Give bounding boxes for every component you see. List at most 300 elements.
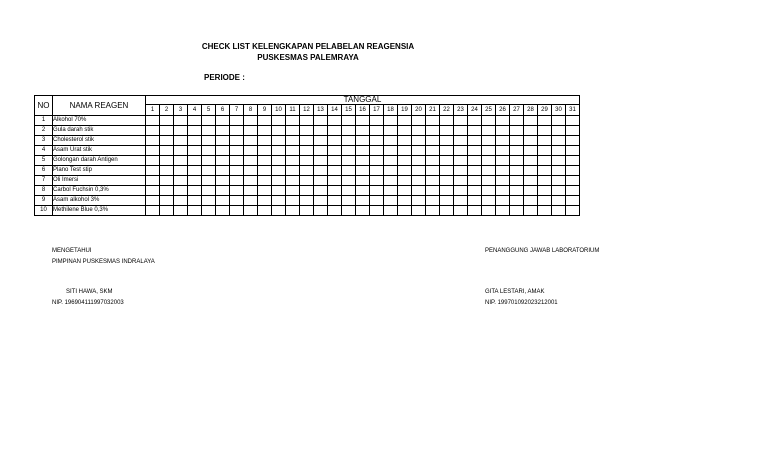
check-cell[interactable] [146, 136, 160, 146]
check-cell[interactable] [328, 126, 342, 136]
check-cell[interactable] [160, 126, 174, 136]
check-cell[interactable] [426, 206, 440, 216]
check-cell[interactable] [244, 176, 258, 186]
check-cell[interactable] [328, 116, 342, 126]
check-cell[interactable] [230, 156, 244, 166]
check-cell[interactable] [174, 206, 188, 216]
check-cell[interactable] [412, 136, 426, 146]
check-cell[interactable] [454, 136, 468, 146]
check-cell[interactable] [412, 126, 426, 136]
check-cell[interactable] [468, 206, 482, 216]
check-cell[interactable] [174, 146, 188, 156]
check-cell[interactable] [272, 176, 286, 186]
check-cell[interactable] [272, 146, 286, 156]
check-cell[interactable] [468, 126, 482, 136]
check-cell[interactable] [384, 126, 398, 136]
check-cell[interactable] [328, 196, 342, 206]
check-cell[interactable] [146, 126, 160, 136]
check-cell[interactable] [300, 146, 314, 156]
check-cell[interactable] [216, 136, 230, 146]
check-cell[interactable] [398, 196, 412, 206]
check-cell[interactable] [566, 166, 580, 176]
check-cell[interactable] [398, 166, 412, 176]
check-cell[interactable] [342, 116, 356, 126]
check-cell[interactable] [174, 166, 188, 176]
check-cell[interactable] [454, 186, 468, 196]
check-cell[interactable] [370, 196, 384, 206]
check-cell[interactable] [412, 166, 426, 176]
check-cell[interactable] [510, 156, 524, 166]
check-cell[interactable] [538, 156, 552, 166]
check-cell[interactable] [258, 166, 272, 176]
check-cell[interactable] [202, 166, 216, 176]
check-cell[interactable] [342, 126, 356, 136]
check-cell[interactable] [496, 176, 510, 186]
check-cell[interactable] [356, 206, 370, 216]
check-cell[interactable] [510, 126, 524, 136]
check-cell[interactable] [370, 176, 384, 186]
check-cell[interactable] [538, 126, 552, 136]
check-cell[interactable] [398, 126, 412, 136]
check-cell[interactable] [146, 196, 160, 206]
check-cell[interactable] [174, 116, 188, 126]
check-cell[interactable] [188, 156, 202, 166]
check-cell[interactable] [384, 136, 398, 146]
check-cell[interactable] [174, 126, 188, 136]
check-cell[interactable] [328, 176, 342, 186]
check-cell[interactable] [314, 146, 328, 156]
check-cell[interactable] [230, 186, 244, 196]
check-cell[interactable] [244, 136, 258, 146]
check-cell[interactable] [566, 196, 580, 206]
check-cell[interactable] [188, 136, 202, 146]
check-cell[interactable] [524, 146, 538, 156]
check-cell[interactable] [566, 186, 580, 196]
check-cell[interactable] [258, 136, 272, 146]
check-cell[interactable] [146, 156, 160, 166]
check-cell[interactable] [160, 196, 174, 206]
check-cell[interactable] [272, 116, 286, 126]
check-cell[interactable] [160, 156, 174, 166]
check-cell[interactable] [258, 126, 272, 136]
check-cell[interactable] [160, 146, 174, 156]
check-cell[interactable] [454, 116, 468, 126]
check-cell[interactable] [230, 166, 244, 176]
check-cell[interactable] [524, 206, 538, 216]
check-cell[interactable] [244, 116, 258, 126]
check-cell[interactable] [538, 166, 552, 176]
check-cell[interactable] [230, 126, 244, 136]
check-cell[interactable] [538, 186, 552, 196]
check-cell[interactable] [482, 116, 496, 126]
check-cell[interactable] [370, 146, 384, 156]
check-cell[interactable] [538, 136, 552, 146]
check-cell[interactable] [384, 166, 398, 176]
check-cell[interactable] [356, 186, 370, 196]
check-cell[interactable] [426, 116, 440, 126]
check-cell[interactable] [496, 156, 510, 166]
check-cell[interactable] [454, 126, 468, 136]
check-cell[interactable] [244, 196, 258, 206]
check-cell[interactable] [412, 156, 426, 166]
check-cell[interactable] [272, 136, 286, 146]
check-cell[interactable] [258, 196, 272, 206]
check-cell[interactable] [496, 206, 510, 216]
check-cell[interactable] [356, 196, 370, 206]
check-cell[interactable] [482, 206, 496, 216]
check-cell[interactable] [314, 176, 328, 186]
check-cell[interactable] [524, 176, 538, 186]
check-cell[interactable] [300, 166, 314, 176]
check-cell[interactable] [384, 176, 398, 186]
check-cell[interactable] [202, 206, 216, 216]
check-cell[interactable] [244, 206, 258, 216]
check-cell[interactable] [244, 186, 258, 196]
check-cell[interactable] [566, 116, 580, 126]
check-cell[interactable] [496, 186, 510, 196]
check-cell[interactable] [468, 176, 482, 186]
check-cell[interactable] [496, 126, 510, 136]
check-cell[interactable] [258, 176, 272, 186]
check-cell[interactable] [272, 186, 286, 196]
check-cell[interactable] [496, 116, 510, 126]
check-cell[interactable] [328, 186, 342, 196]
check-cell[interactable] [328, 136, 342, 146]
check-cell[interactable] [258, 156, 272, 166]
check-cell[interactable] [454, 176, 468, 186]
check-cell[interactable] [538, 116, 552, 126]
check-cell[interactable] [524, 126, 538, 136]
check-cell[interactable] [342, 196, 356, 206]
check-cell[interactable] [524, 186, 538, 196]
check-cell[interactable] [342, 136, 356, 146]
check-cell[interactable] [440, 166, 454, 176]
check-cell[interactable] [552, 186, 566, 196]
check-cell[interactable] [356, 126, 370, 136]
check-cell[interactable] [482, 146, 496, 156]
check-cell[interactable] [174, 176, 188, 186]
check-cell[interactable] [356, 136, 370, 146]
check-cell[interactable] [314, 126, 328, 136]
check-cell[interactable] [538, 146, 552, 156]
check-cell[interactable] [244, 146, 258, 156]
check-cell[interactable] [356, 116, 370, 126]
check-cell[interactable] [174, 156, 188, 166]
check-cell[interactable] [384, 196, 398, 206]
check-cell[interactable] [370, 136, 384, 146]
check-cell[interactable] [258, 146, 272, 156]
check-cell[interactable] [300, 156, 314, 166]
check-cell[interactable] [216, 186, 230, 196]
check-cell[interactable] [440, 126, 454, 136]
check-cell[interactable] [286, 166, 300, 176]
check-cell[interactable] [426, 166, 440, 176]
check-cell[interactable] [426, 136, 440, 146]
check-cell[interactable] [496, 196, 510, 206]
check-cell[interactable] [342, 176, 356, 186]
check-cell[interactable] [524, 136, 538, 146]
check-cell[interactable] [412, 176, 426, 186]
check-cell[interactable] [300, 126, 314, 136]
check-cell[interactable] [230, 206, 244, 216]
check-cell[interactable] [482, 136, 496, 146]
check-cell[interactable] [202, 186, 216, 196]
check-cell[interactable] [202, 176, 216, 186]
check-cell[interactable] [510, 196, 524, 206]
check-cell[interactable] [482, 186, 496, 196]
check-cell[interactable] [468, 166, 482, 176]
check-cell[interactable] [314, 156, 328, 166]
check-cell[interactable] [300, 186, 314, 196]
check-cell[interactable] [370, 166, 384, 176]
check-cell[interactable] [524, 196, 538, 206]
check-cell[interactable] [538, 196, 552, 206]
check-cell[interactable] [510, 136, 524, 146]
check-cell[interactable] [146, 166, 160, 176]
check-cell[interactable] [510, 166, 524, 176]
check-cell[interactable] [286, 186, 300, 196]
check-cell[interactable] [454, 146, 468, 156]
check-cell[interactable] [314, 206, 328, 216]
check-cell[interactable] [160, 186, 174, 196]
check-cell[interactable] [398, 186, 412, 196]
check-cell[interactable] [370, 156, 384, 166]
check-cell[interactable] [300, 136, 314, 146]
check-cell[interactable] [146, 186, 160, 196]
check-cell[interactable] [160, 116, 174, 126]
check-cell[interactable] [314, 196, 328, 206]
check-cell[interactable] [188, 186, 202, 196]
check-cell[interactable] [188, 146, 202, 156]
check-cell[interactable] [342, 206, 356, 216]
check-cell[interactable] [538, 206, 552, 216]
check-cell[interactable] [188, 176, 202, 186]
check-cell[interactable] [314, 116, 328, 126]
check-cell[interactable] [426, 196, 440, 206]
check-cell[interactable] [468, 196, 482, 206]
check-cell[interactable] [426, 186, 440, 196]
check-cell[interactable] [552, 126, 566, 136]
check-cell[interactable] [286, 196, 300, 206]
check-cell[interactable] [356, 146, 370, 156]
check-cell[interactable] [384, 116, 398, 126]
check-cell[interactable] [286, 136, 300, 146]
check-cell[interactable] [440, 176, 454, 186]
check-cell[interactable] [356, 176, 370, 186]
check-cell[interactable] [370, 126, 384, 136]
check-cell[interactable] [496, 136, 510, 146]
check-cell[interactable] [188, 206, 202, 216]
check-cell[interactable] [468, 146, 482, 156]
check-cell[interactable] [286, 126, 300, 136]
check-cell[interactable] [202, 146, 216, 156]
check-cell[interactable] [342, 166, 356, 176]
check-cell[interactable] [440, 146, 454, 156]
check-cell[interactable] [468, 156, 482, 166]
check-cell[interactable] [160, 176, 174, 186]
check-cell[interactable] [440, 206, 454, 216]
check-cell[interactable] [202, 136, 216, 146]
check-cell[interactable] [496, 166, 510, 176]
check-cell[interactable] [216, 116, 230, 126]
check-cell[interactable] [440, 116, 454, 126]
check-cell[interactable] [398, 136, 412, 146]
check-cell[interactable] [482, 126, 496, 136]
check-cell[interactable] [300, 116, 314, 126]
check-cell[interactable] [384, 186, 398, 196]
check-cell[interactable] [216, 156, 230, 166]
check-cell[interactable] [426, 146, 440, 156]
check-cell[interactable] [230, 136, 244, 146]
check-cell[interactable] [216, 126, 230, 136]
check-cell[interactable] [146, 116, 160, 126]
check-cell[interactable] [440, 186, 454, 196]
check-cell[interactable] [272, 196, 286, 206]
check-cell[interactable] [272, 156, 286, 166]
check-cell[interactable] [412, 196, 426, 206]
check-cell[interactable] [244, 166, 258, 176]
check-cell[interactable] [286, 156, 300, 166]
check-cell[interactable] [286, 206, 300, 216]
check-cell[interactable] [482, 166, 496, 176]
check-cell[interactable] [426, 156, 440, 166]
check-cell[interactable] [398, 176, 412, 186]
check-cell[interactable] [146, 206, 160, 216]
check-cell[interactable] [272, 126, 286, 136]
check-cell[interactable] [356, 166, 370, 176]
check-cell[interactable] [468, 116, 482, 126]
check-cell[interactable] [230, 196, 244, 206]
check-cell[interactable] [286, 146, 300, 156]
check-cell[interactable] [160, 136, 174, 146]
check-cell[interactable] [552, 196, 566, 206]
check-cell[interactable] [342, 146, 356, 156]
check-cell[interactable] [272, 166, 286, 176]
check-cell[interactable] [510, 176, 524, 186]
check-cell[interactable] [552, 206, 566, 216]
check-cell[interactable] [328, 146, 342, 156]
check-cell[interactable] [188, 116, 202, 126]
check-cell[interactable] [468, 136, 482, 146]
check-cell[interactable] [412, 146, 426, 156]
check-cell[interactable] [160, 206, 174, 216]
check-cell[interactable] [468, 186, 482, 196]
check-cell[interactable] [412, 116, 426, 126]
check-cell[interactable] [216, 166, 230, 176]
check-cell[interactable] [328, 156, 342, 166]
check-cell[interactable] [300, 206, 314, 216]
check-cell[interactable] [440, 196, 454, 206]
check-cell[interactable] [412, 186, 426, 196]
check-cell[interactable] [566, 146, 580, 156]
check-cell[interactable] [482, 176, 496, 186]
check-cell[interactable] [552, 166, 566, 176]
check-cell[interactable] [552, 116, 566, 126]
check-cell[interactable] [258, 206, 272, 216]
check-cell[interactable] [258, 116, 272, 126]
check-cell[interactable] [146, 176, 160, 186]
check-cell[interactable] [384, 156, 398, 166]
check-cell[interactable] [328, 206, 342, 216]
check-cell[interactable] [552, 146, 566, 156]
check-cell[interactable] [356, 156, 370, 166]
check-cell[interactable] [524, 156, 538, 166]
check-cell[interactable] [258, 186, 272, 196]
check-cell[interactable] [244, 156, 258, 166]
check-cell[interactable] [510, 186, 524, 196]
check-cell[interactable] [524, 116, 538, 126]
check-cell[interactable] [370, 206, 384, 216]
check-cell[interactable] [496, 146, 510, 156]
check-cell[interactable] [314, 166, 328, 176]
check-cell[interactable] [328, 166, 342, 176]
check-cell[interactable] [482, 196, 496, 206]
check-cell[interactable] [538, 176, 552, 186]
check-cell[interactable] [216, 176, 230, 186]
check-cell[interactable] [188, 126, 202, 136]
check-cell[interactable] [160, 166, 174, 176]
check-cell[interactable] [370, 186, 384, 196]
check-cell[interactable] [398, 146, 412, 156]
check-cell[interactable] [566, 176, 580, 186]
check-cell[interactable] [202, 196, 216, 206]
check-cell[interactable] [454, 196, 468, 206]
check-cell[interactable] [174, 186, 188, 196]
check-cell[interactable] [230, 116, 244, 126]
check-cell[interactable] [426, 126, 440, 136]
check-cell[interactable] [566, 206, 580, 216]
check-cell[interactable] [174, 196, 188, 206]
check-cell[interactable] [314, 186, 328, 196]
check-cell[interactable] [510, 116, 524, 126]
check-cell[interactable] [286, 176, 300, 186]
check-cell[interactable] [202, 126, 216, 136]
check-cell[interactable] [370, 116, 384, 126]
check-cell[interactable] [216, 146, 230, 156]
check-cell[interactable] [454, 156, 468, 166]
check-cell[interactable] [552, 156, 566, 166]
check-cell[interactable] [398, 156, 412, 166]
check-cell[interactable] [342, 156, 356, 166]
check-cell[interactable] [552, 136, 566, 146]
check-cell[interactable] [440, 136, 454, 146]
check-cell[interactable] [314, 136, 328, 146]
check-cell[interactable] [412, 206, 426, 216]
check-cell[interactable] [524, 166, 538, 176]
check-cell[interactable] [566, 156, 580, 166]
check-cell[interactable] [216, 206, 230, 216]
check-cell[interactable] [230, 176, 244, 186]
check-cell[interactable] [384, 146, 398, 156]
check-cell[interactable] [230, 146, 244, 156]
check-cell[interactable] [454, 206, 468, 216]
check-cell[interactable] [342, 186, 356, 196]
check-cell[interactable] [272, 206, 286, 216]
check-cell[interactable] [244, 126, 258, 136]
check-cell[interactable] [300, 176, 314, 186]
check-cell[interactable] [510, 146, 524, 156]
check-cell[interactable] [566, 126, 580, 136]
check-cell[interactable] [384, 206, 398, 216]
check-cell[interactable] [440, 156, 454, 166]
check-cell[interactable] [566, 136, 580, 146]
check-cell[interactable] [188, 196, 202, 206]
check-cell[interactable] [146, 146, 160, 156]
check-cell[interactable] [174, 136, 188, 146]
check-cell[interactable] [510, 206, 524, 216]
check-cell[interactable] [398, 206, 412, 216]
check-cell[interactable] [398, 116, 412, 126]
